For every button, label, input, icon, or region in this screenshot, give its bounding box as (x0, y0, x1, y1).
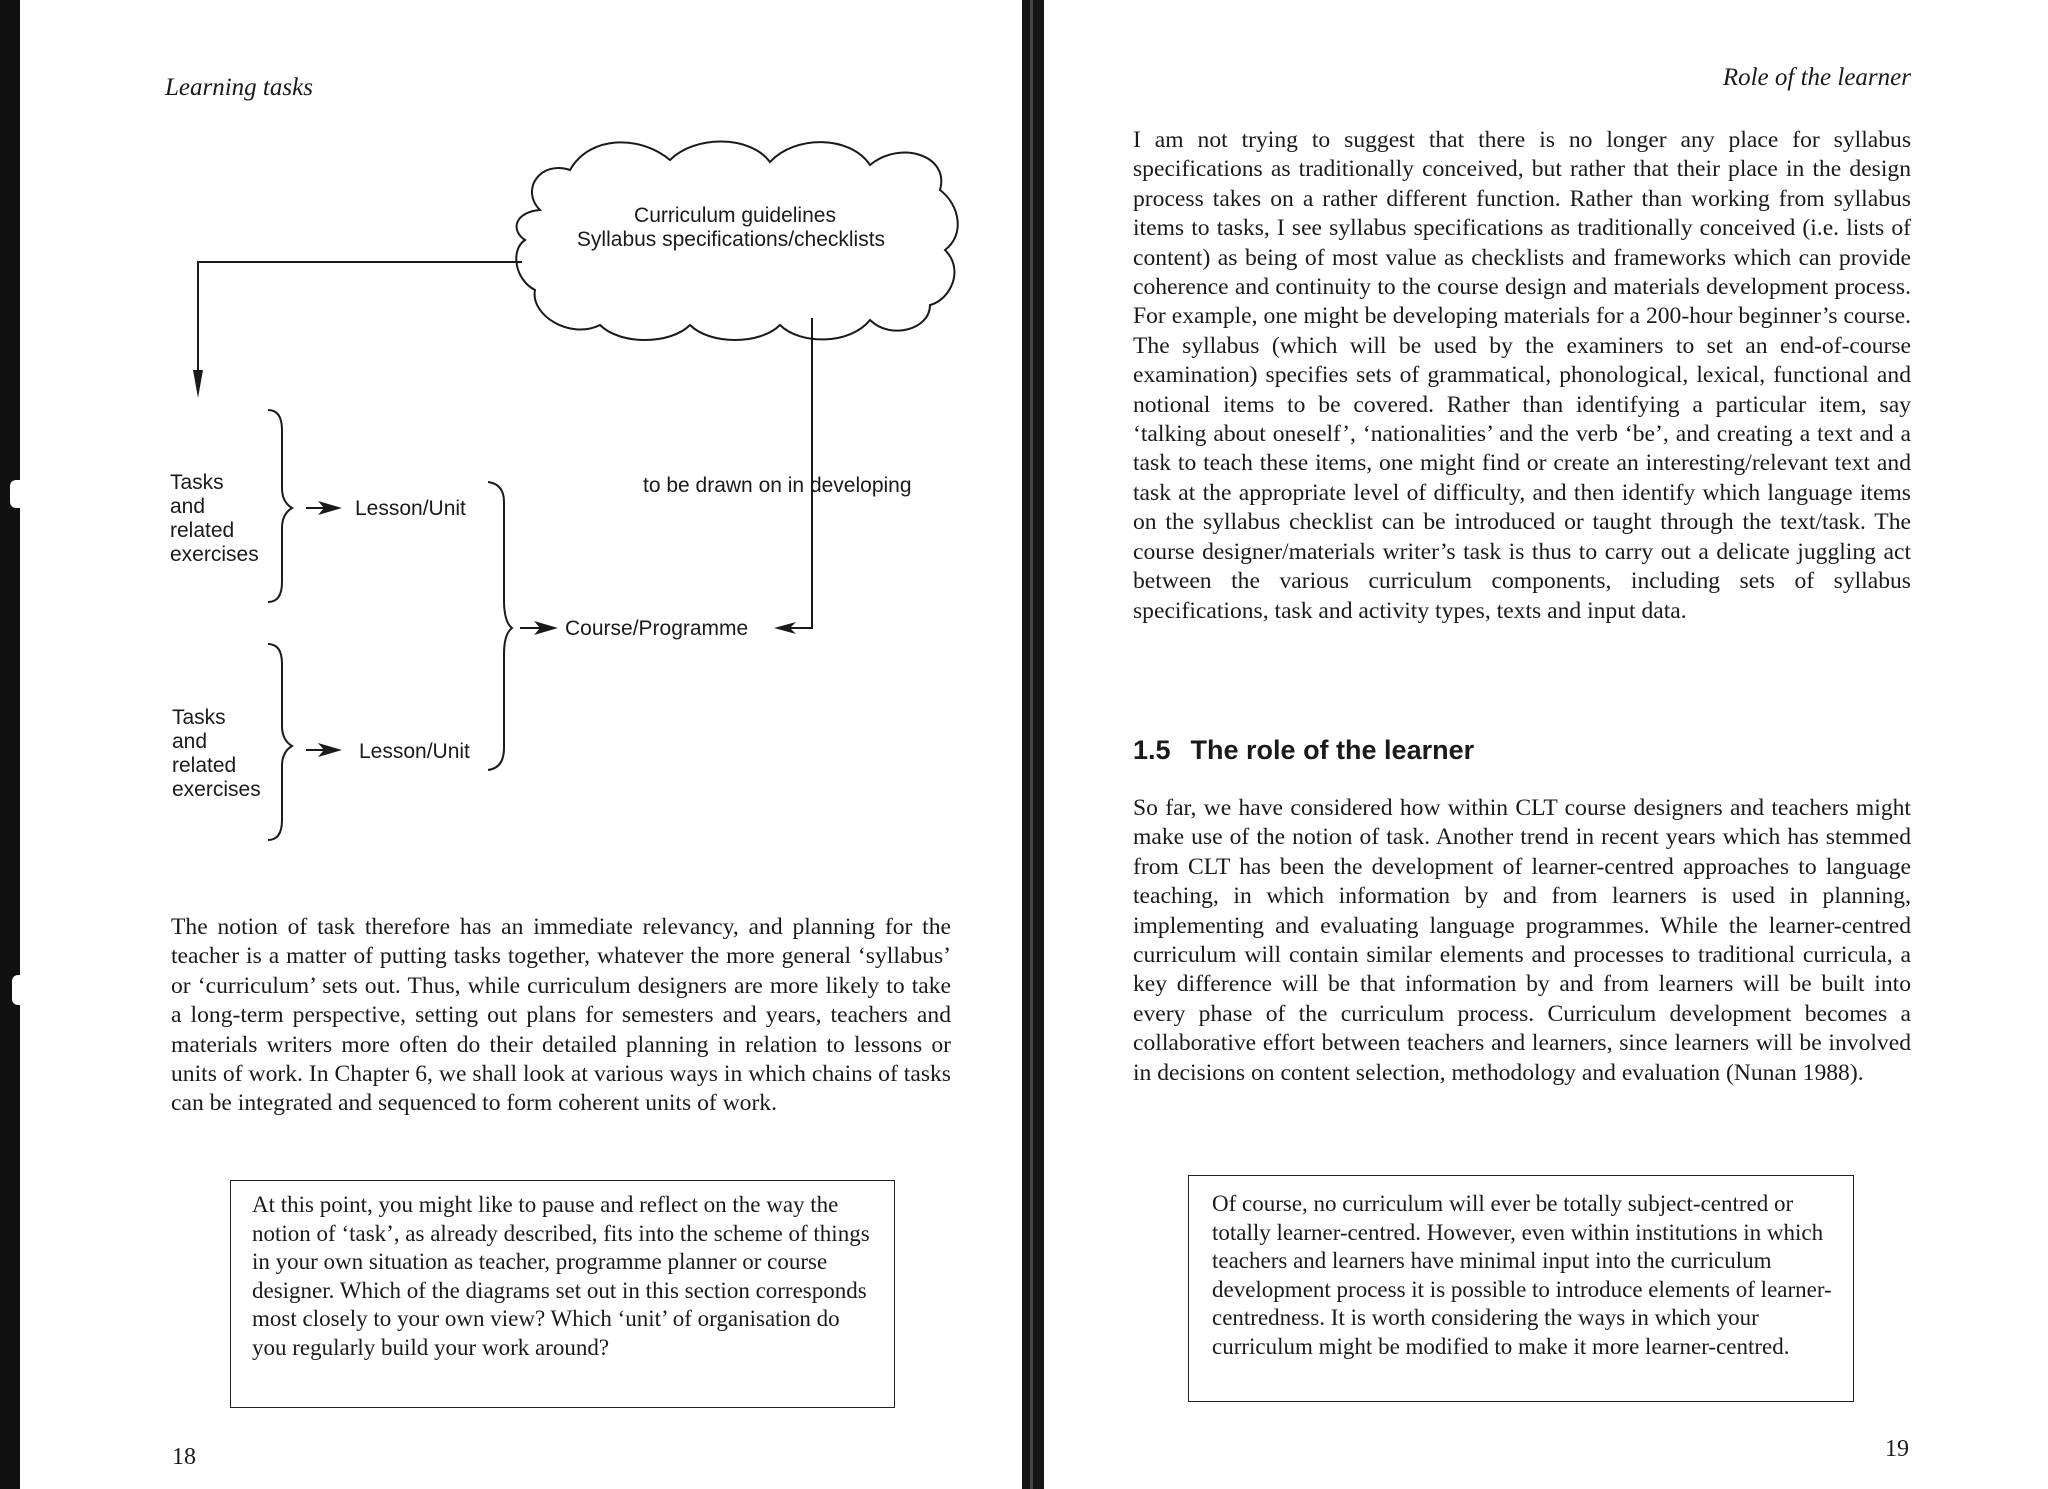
drawn-on-note: to be drawn on in developing (643, 474, 912, 497)
tasks-group-2-line1: Tasks (172, 706, 226, 729)
book-gutter (1022, 0, 1044, 1489)
tasks-group-1-line2: and (170, 495, 206, 518)
lesson-unit-2: Lesson/Unit (359, 740, 470, 763)
left-spine-notch (12, 975, 22, 1005)
lessons-brace (488, 482, 512, 770)
left-spine-notch (10, 480, 22, 508)
tasks-group-1-brace (268, 410, 292, 602)
down-arrowhead (193, 370, 203, 398)
cloud-to-tasks-connector (198, 262, 522, 390)
tasks-group-2-line2: and (172, 730, 208, 753)
curriculum-diagram (160, 130, 980, 870)
section-heading (1133, 735, 1474, 766)
right-body-paragraph-1: I am not trying to suggest that there is no longer any place for syllabus specifications as traditionally conceived, but rather that their place in the design process takes on a rather different function. Rather than working from syllabus items to tasks, I see syllabus specifications as traditionally conceived (i.e. lists of content) as being of most value as checklists and frameworks which can provide coherence and continuity to the course design and materials development process. For example, one might be developing materials for a 200-hour beginner’s course. The syllabus (which will be used by the examiners to set an end-of-course examination) specifies sets of grammatical, phonological, lexical, functional and notional items to be covered. Rather than identifying a particular item, say ‘talking about oneself’, ‘nationalities’ and the verb ‘be’, and creating a text and a task to teach these items, one might find or create an interesting/relevant text and task at the appropriate level of difficulty, and then identify which language items on the syllabus checklist can be introduced or taught through the text/task. The course designer/materials writer’s task is thus to carry out a delicate juggling act between the various curriculum components, including sets of syllabus specifications, task and activity types, texts and input data. (1133, 127, 1911, 624)
left-page-number: 18 (172, 1444, 196, 1470)
right-body-paragraph-2: So far, we have considered how within CLT course designers and teachers might make use of the notion of task. Another trend in recent years which has stemmed from CLT has been the development of learner-centred approaches to language teaching, in which information by and from learners is used in planning, implementing and evaluating language programmes. While the learner-centred curriculum will contain similar elements and processes to traditional curricula, a key difference will be that information by and from learners will be built into every phase of the curriculum process. Curriculum development becomes a collaborative effort between teachers and learners, since learners will be involved in decisions on content selection, methodology and evaluation (Nunan 1988). (1133, 795, 1911, 1086)
tasks-group-1-line3: related (170, 519, 235, 542)
left-body-paragraph: The notion of task therefore has an immediate relevancy, and planning for the teacher is a matter of putting tasks together, whatever the more general ‘syllabus’ or ‘curriculum’ sets out. Thus, while curriculum designers are more likely to take a long-term perspective, setting out plans for semesters and years, teachers and materials writers more often do their detailed planning in relation to lessons or units of work. In Chapter 6, we shall look at various ways in which chains of tasks can be integrated and sequenced to form coherent units of work. (171, 914, 951, 1117)
cloud-label-1: Curriculum guidelines (634, 204, 836, 227)
section-number: 1.5 (1133, 735, 1171, 765)
left-spine-shadow (0, 0, 20, 1489)
right-reflection-text: Of course, no curriculum will ever be totally subject-centred or totally learner-centred. However, even within institutions in which teachers and learners have minimal input into the curriculum development process it is possible to introduce elements of learner-centredness. It is worth considering the ways in which your curriculum might be modified to make it more learner-centred. (1212, 1191, 1832, 1359)
tasks-group-2-brace (268, 644, 292, 840)
tasks-group-1-line1: Tasks (170, 471, 224, 494)
tasks-group-1-line4: exercises (170, 543, 259, 566)
cloud-to-course-connector (778, 318, 812, 628)
left-reflection-box (230, 1180, 895, 1408)
left-reflection-text: At this point, you might like to pause and reflect on the way the notion of ‘task’, as already described, fits into the scheme of things in your own situation as teacher, programme planner or course designer. Which of the diagrams set out in this section corresponds most closely to your own view? Which ‘unit’ of organisation do you regularly build your work around? (252, 1192, 870, 1360)
right-page-number: 19 (1885, 1436, 1909, 1462)
left-running-head: Learning tasks (165, 74, 313, 101)
book-gutter-line (1030, 0, 1033, 1489)
course-programme-label: Course/Programme (565, 617, 749, 640)
section-title: The role of the learner (1190, 735, 1475, 765)
cloud-label-2: Syllabus specifications/checklists (576, 228, 886, 251)
right-reflection-box (1188, 1175, 1854, 1402)
lesson-unit-1: Lesson/Unit (355, 497, 466, 520)
tasks-group-2-line3: related (172, 754, 237, 777)
right-running-head: Role of the learner (1722, 64, 1911, 91)
tasks-group-2-line4: exercises (172, 778, 261, 801)
